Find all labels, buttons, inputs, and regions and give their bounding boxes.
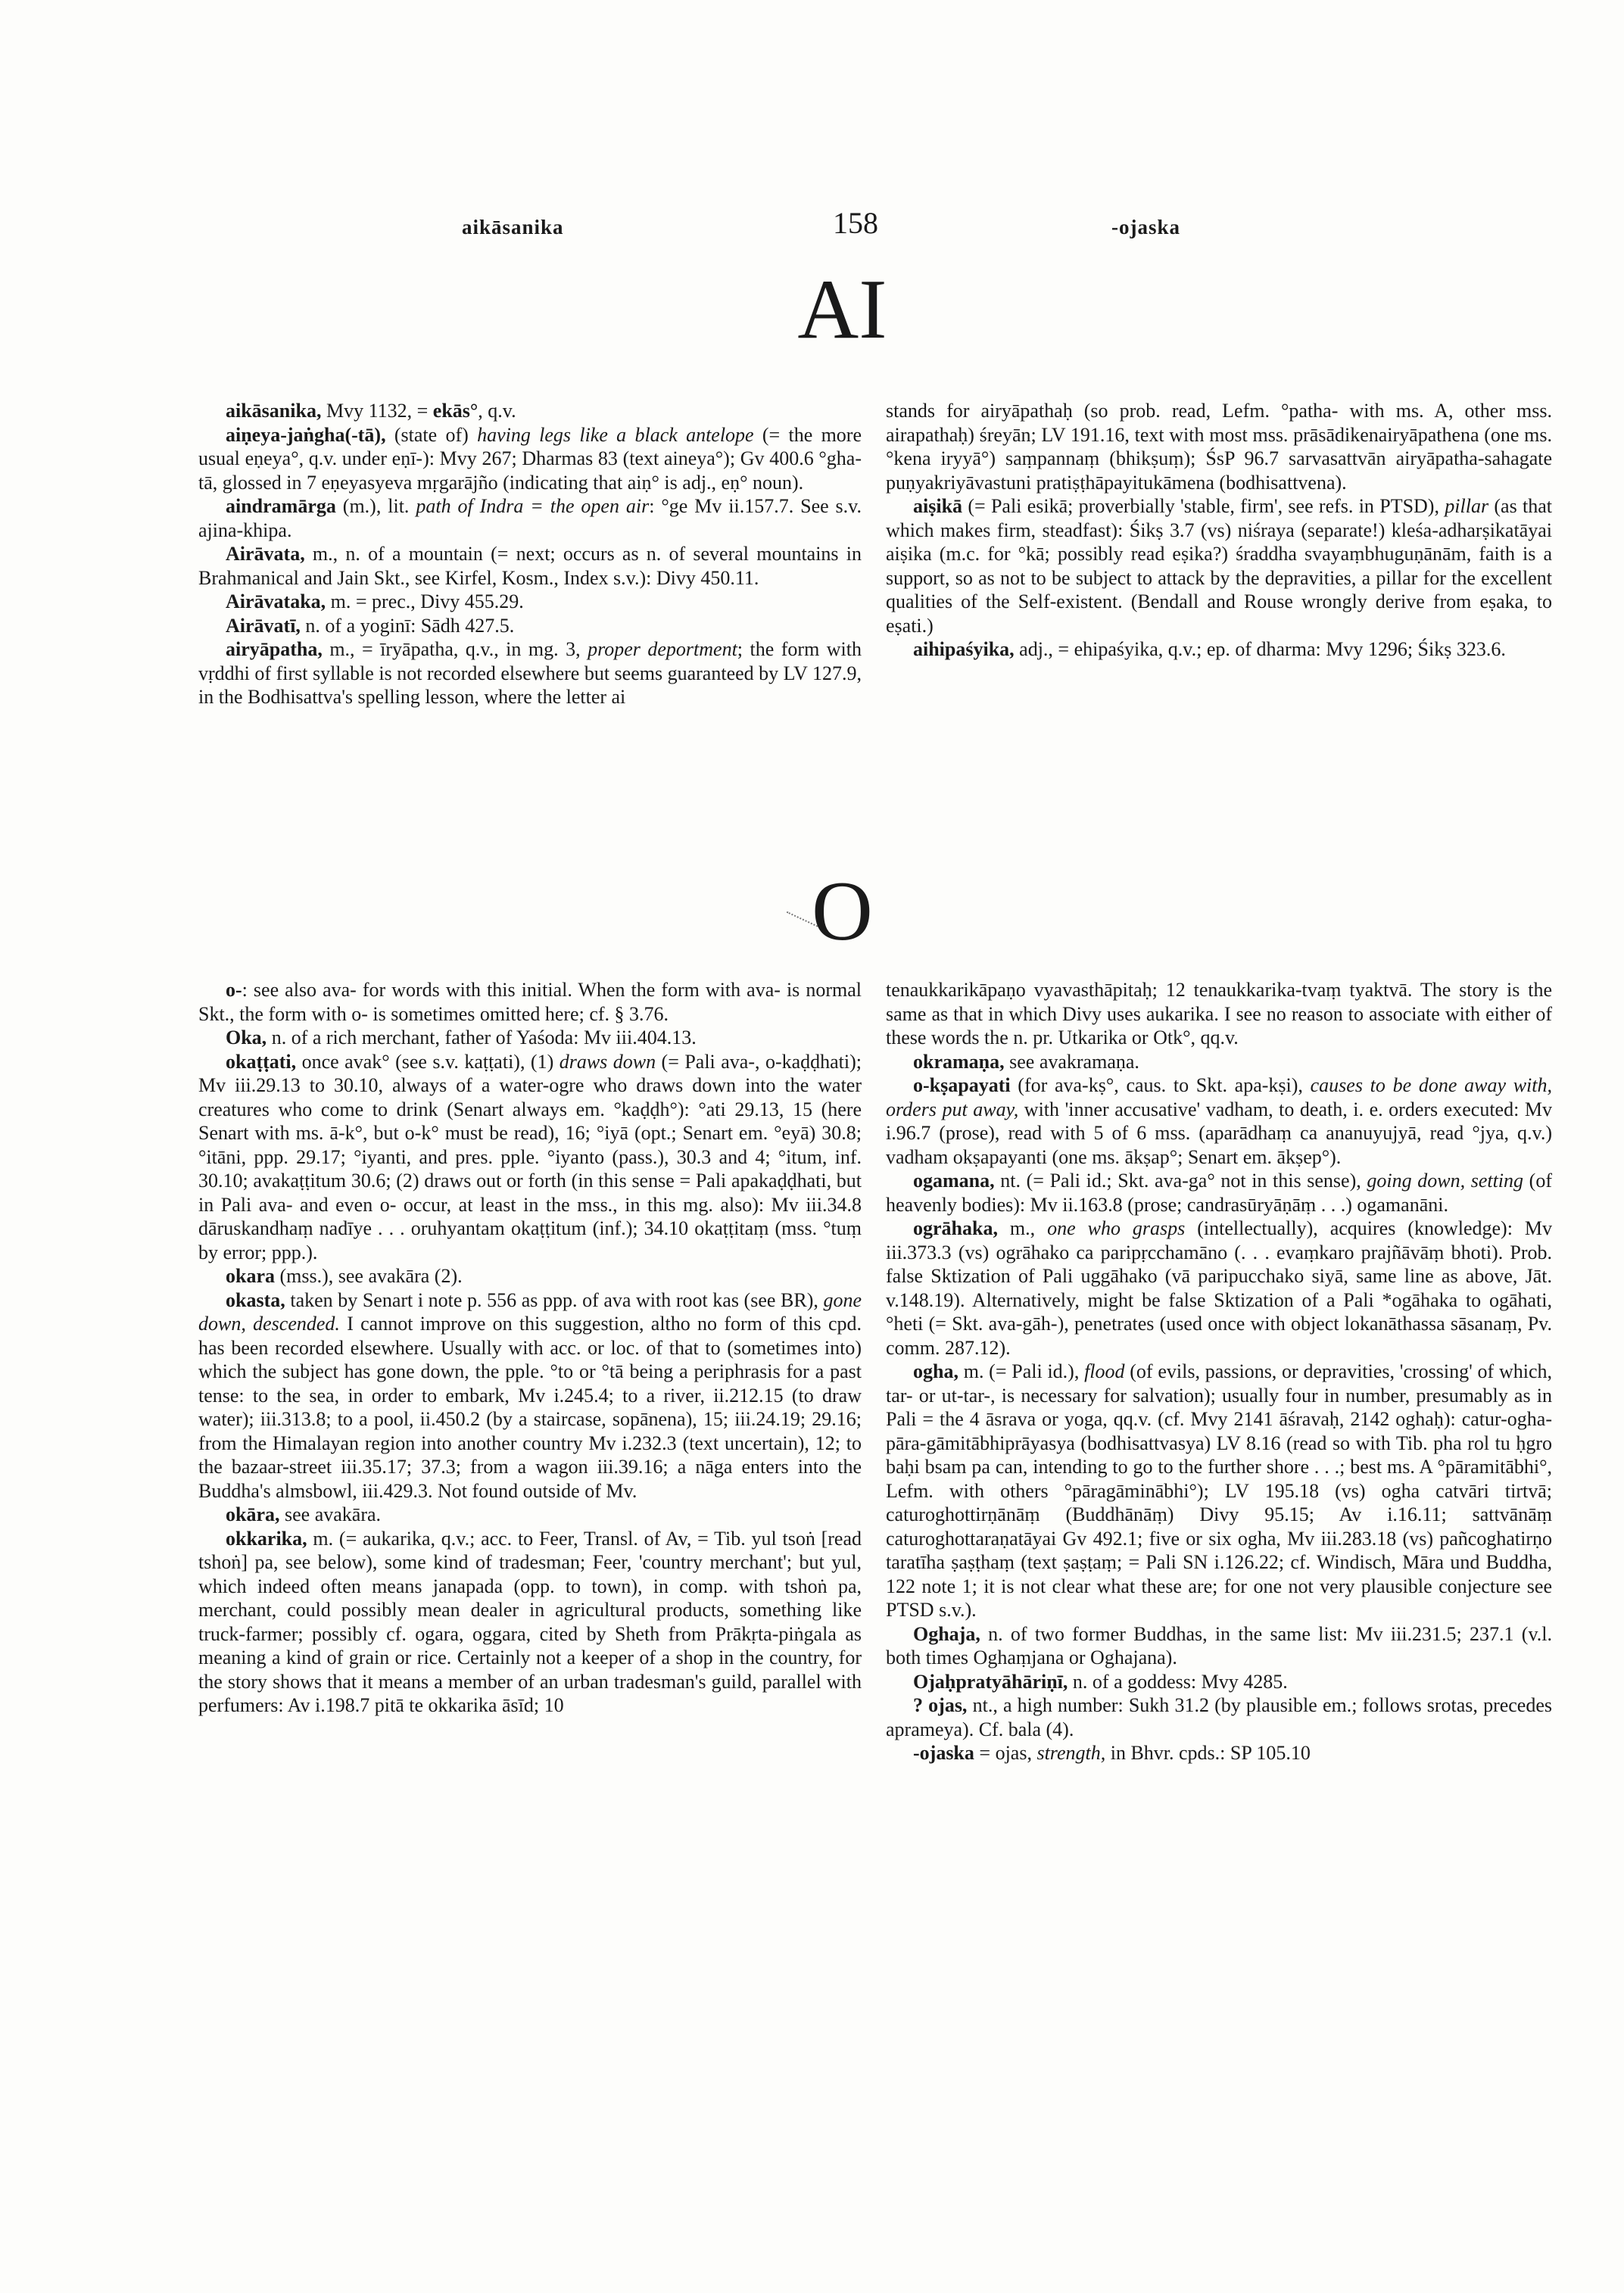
entry-text: once avak° (see s.v. kaṭṭati), (1)	[296, 1050, 560, 1073]
dictionary-entry	[198, 590, 862, 614]
entry-text: : °ge Mv ii.157.7. See s.v. ajina-khipa.	[198, 495, 862, 541]
entry-text: see avakramaṇa.	[1004, 1050, 1139, 1073]
entry-crossref: ekās°	[432, 400, 478, 422]
dictionary-entry	[198, 1026, 862, 1050]
dictionary-entry	[198, 978, 862, 1026]
entry-headword: okkarika,	[226, 1527, 307, 1550]
entry-headword: Airāvatī,	[226, 614, 301, 637]
entry-text: m. = prec., Divy 455.29.	[326, 590, 524, 612]
entry-headword: Oghaja,	[913, 1622, 980, 1645]
entry-text: I cannot improve on this suggestion, altho no form of this cpd. has been recorded elsewhere. Usually with acc. or loc. of that to (sometimes into) which the subject has gone down, the pple. °to or °tā being a periphrasis for a past tense: to the sea, in order to embark, Mv i.245.4; to a river, ii.212.15 (to draw water); iii.313.8; to a pool, ii.450.2 (by a staircase, sopānena), 15; iii.24.19; 29.16; from the Himalayan region into another country Mv i.232.3 (text uncertain), 12; to the bazaar-street iii.35.17; 37.3; from a wagon iii.39.16; a nāga enters into the Buddha's almsbowl, iii.429.3. Not found outside of Mv.	[198, 1313, 862, 1502]
entry-headword: o-kṣapayati	[913, 1074, 1011, 1096]
entry-text: see avakāra.	[279, 1503, 382, 1525]
dictionary-entry	[886, 494, 1552, 637]
entry-gloss: proper deportment	[588, 638, 737, 660]
entry-text: (= Pali ava-, o-kaḍḍhati); Mv iii.29.13 to 30.10, always of a water-ogre who draws down into the water creatures who come to drink (Senart always em. °kaḍḍh°): °ati 29.13, 15 (here Senart with ms. ā-k°, but o-k° must be read), 16; °iyā (opt.; Senart em. °eyā) 30.8; °itāni, ppp. 29.17; °iyanti, and pres. pple. °iyanto (pass.), 30.3 and 4; °itum, inf. 30.10; avakaṭṭitum 30.6; (2) draws out or forth (in this sense = Pali apakaḍḍhati, but in Pali ava- and even o- occur, at least in the mss., in this mg. also): Mv iii.34.8 dāruskandhaṃ nadīye . . . oruhyantam okaṭṭitum (inf.); 34.10 okaṭṭitaṃ (mss. °tuṃ by error; ppp.).	[198, 1050, 862, 1263]
entry-headword: airyāpatha,	[226, 638, 323, 660]
entry-text: (= Pali esikā; proverbially 'stable, firm', see refs. in PTSD),	[962, 495, 1445, 517]
entry-gloss: having legs like a black antelope	[477, 423, 754, 446]
entry-text: , q.v.	[478, 400, 516, 422]
column-o-right	[886, 978, 1552, 1765]
entry-headword: Oka,	[226, 1027, 267, 1048]
entry-gloss: one who grasps	[1047, 1217, 1186, 1239]
entry-headword: okara	[226, 1265, 275, 1287]
entry-headword: Airāvata,	[226, 543, 305, 565]
column-ai-left	[198, 399, 862, 709]
entry-gloss: draws down	[559, 1050, 656, 1073]
entry-text: m., n. of a mountain (= next; occurs as n. of several mountains in Brahmanical and Jain Skt., see Kirfel, Kosm., Index s.v.): Divy 450.11.	[198, 543, 862, 589]
dictionary-entry	[886, 1360, 1552, 1622]
dictionary-entry	[886, 637, 1552, 662]
entry-headword: okasta,	[226, 1288, 285, 1311]
entry-gloss: pillar	[1445, 495, 1489, 517]
entry-text: = ojas,	[974, 1742, 1037, 1764]
dictionary-entry	[198, 1503, 862, 1527]
entry-text: n. of a goddess: Mvy 4285.	[1068, 1670, 1288, 1693]
entry-text: (= the more usual eṇeya°, q.v. under eṇī-): Mvy 267; Dharmas 83 (text aineya°); Gv 400.6 °gha-tā, glossed in 7 eṇeyasyeva mṛgarājño (indicating that aiṇ° is adj., eṇ° noun).	[198, 423, 862, 494]
entry-headword: Ojaḥpratyāhāriṇī,	[913, 1670, 1068, 1693]
entry-headword: ogamana,	[913, 1170, 995, 1192]
entry-text: (m.), lit.	[335, 495, 416, 517]
entry-headword: aindramārga	[226, 495, 336, 517]
entry-gloss: gone down, descended.	[198, 1288, 862, 1335]
dictionary-entry	[886, 1693, 1552, 1741]
entry-text: m.,	[997, 1217, 1048, 1239]
dictionary-entry	[198, 494, 862, 542]
entry-headword: ? ojas,	[913, 1694, 968, 1716]
entry-text: ; the form with vṛddhi of first syllable is not recorded elsewhere but seems guaranteed by LV 127.9, in the Bodhisattva's spelling lesson, where the letter ai	[198, 638, 862, 708]
dictionary-entry	[886, 399, 1552, 494]
entry-text: with 'inner accusative' vadham, to death, i. e. orders executed: Mv i.96.7 (prose), read with 5 of 6 mss. (aparādhaṃ ca ananuyujyā, read °jya, q.v.) vadham okṣapayanti (one ms. ākṣap°; Senart em. ākṣep°).	[886, 1098, 1552, 1168]
dictionary-entry	[198, 542, 862, 590]
entry-text: n. of two former Buddhas, in the same list: Mv iii.231.5; 237.1 (v.l. both times Oghaṃjana or Oghajana).	[886, 1622, 1552, 1668]
entry-headword: okaṭṭati,	[226, 1050, 297, 1073]
entry-text: (of heavenly bodies): Mv ii.163.8 (prose; candrasūryāṇāṃ . . .) ogamanāni.	[886, 1170, 1552, 1216]
entry-headword: aiṣikā	[913, 495, 963, 517]
entry-headword: -ojaska	[913, 1742, 974, 1764]
dictionary-entry	[886, 1622, 1552, 1670]
entry-text: nt., a high number: Sukh 31.2 (by plausible em.; follows srotas, precedes aprameya). Cf. bala (4).	[886, 1694, 1553, 1740]
entry-text: (for ava-kṣ°, caus. to Skt. apa-kṣi),	[1010, 1074, 1311, 1096]
entry-text: taken by Senart i note p. 556 as ppp. of ava with root kas (see BR),	[285, 1288, 824, 1311]
entry-text: (intellectually), acquires (knowledge): Mv iii.373.3 (vs) ogrāhako ca paripṛcchamāno (. . . evaṃkaro prajñāvāṃ bhoti). Prob. false Sktization of Pali uggāhako (vā paripucchako siyā, same line as above, Jāt. v.148.19). Alternatively, might be false Sktization of a Pali *ogāhaka to ogāhati, °heti (= Skt. ava-gāh-), penetrates (used once with object lokanāthassa sāsanaṃ, Pv. comm. 287.12).	[886, 1217, 1552, 1359]
entry-text: m., = īryāpatha, q.v., in mg. 3,	[322, 638, 588, 660]
section-heading-o: O	[812, 865, 873, 958]
running-head-left: aikāsanika	[462, 216, 564, 238]
dictionary-entry	[198, 1264, 862, 1288]
entry-text: m. (= aukarika, q.v.; acc. to Feer, Transl. of Av, = Tib. yul tsoṅ [read tshoṅ] pa, see below), some kind of tradesman; Feer, 'country merchant'; but yul, which indeed often means janapada (opp. to town), in comp. with tshoṅ pa, merchant, could possibly mean dealer in agricultural products, something like truck-farmer; possibly cf. ogara, oggara, cited by Sheth from Prākṛta-piṅgala as meaning a kind of grain or rice. Certainly not a keeper of a shop in the country, for the story shows that it means a member of an urban tradesman's guild, parallel with perfumers: Av i.198.7 pitā te okkarika āsīd; 10	[198, 1527, 862, 1716]
dictionary-entry	[886, 978, 1552, 1050]
entry-gloss: strength,	[1036, 1742, 1106, 1764]
entry-headword: aikāsanika,	[226, 400, 322, 422]
dictionary-entry	[886, 1741, 1552, 1765]
dictionary-entry	[886, 1050, 1552, 1074]
entry-gloss: path of Indra = the open air	[416, 495, 650, 517]
entry-headword: aihipaśyika,	[913, 638, 1015, 660]
dictionary-entry	[886, 1169, 1552, 1217]
entry-headword: aiṇeya-jaṅgha(-tā),	[226, 423, 386, 446]
dictionary-entry	[198, 1288, 862, 1503]
entry-text: (as that which makes firm, steadfast): Śikṣ 3.7 (vs) niśraya (separate!) kleśa-adharṣikatāyai aiṣika (m.c. for °kā; possibly read eṣika?) śraddha svayaṃbhuguṇānām, faith is a support, so as not to be subject to attack by the depravities, a pillar for the excellent qualities of the Self-existent. (Bendall and Rouse wrongly derive from eṣaka, to eṣati.)	[886, 495, 1552, 637]
dictionary-entry	[198, 1050, 862, 1265]
entry-headword: okramaṇa,	[913, 1050, 1005, 1073]
entry-text: n. of a rich merchant, father of Yaśoda: Mv iii.404.13.	[267, 1027, 697, 1048]
entry-text: stands for airyāpathaḥ (so prob. read, Lefm. °patha- with ms. A, other mss. airapathaḥ) śreyān; LV 191.16, text with most mss. prāsādikenairyāpathena (one ms. °kena iryyā°) saṃpannaṃ (bhikṣuṃ); ŚsP 96.7 sarvasattvān airyāpatha-sahagate puṇyakriyāvastuni pratiṣṭhāpayitukāmena (bodhisattvena).	[886, 400, 1552, 494]
running-head	[0, 206, 1624, 254]
entry-text: (of evils, passions, or depravities, 'crossing' of which, tar- or ut-tar-, is necessary for salvation); usually four in number, presumably as in Pali = the 4 āsrava or yoga, qq.v. (cf. Mvy 2141 āśravaḥ, 2142 oghaḥ): catur-ogha-pāra-gāmitābhiprāyasya (bodhisattvasya) LV 8.16 (read so with Tib. pha rol tu ḥgro baḥi bsam pa can, intending to go to the further shore . . .; best ms. A °pāramitābhi°, Lefm. with others °pāragāminābhi°); LV 195.18 (vs) ogha catvāri tirtvā; caturoghottirṇānāṃ (Buddhānāṃ) Divy 95.15; Av i.16.11; sattvānāṃ caturoghottaraṇatāyai Gv 492.1; five or six ogha, Mv iii.283.18 (vs) pañcoghatirṇo taratīha ṣaṣṭhaṃ (text ṣaṣṭaṃ; = Pali SN i.126.22; cf. Windisch, Māra und Buddha, 122 note 1; it is not clear what these are; for one not very plausible conjecture see PTSD s.v.).	[886, 1360, 1552, 1621]
entry-headword: Airāvataka,	[226, 590, 326, 612]
entry-gloss: causes to be done away with, orders put away,	[886, 1074, 1552, 1120]
entry-gloss: flood	[1084, 1360, 1125, 1382]
section-heading-ai: AI	[797, 263, 887, 357]
dictionary-entry	[886, 1217, 1552, 1360]
entry-gloss: going down, setting	[1367, 1170, 1524, 1192]
entry-text: n. of a yoginī: Sādh 427.5.	[300, 614, 515, 637]
entry-headword: o-	[226, 979, 242, 1001]
entry-text: (state of)	[385, 423, 478, 446]
column-ai-right	[886, 399, 1552, 662]
entry-text: nt. (= Pali id.; Skt. ava-ga° not in this sense),	[994, 1170, 1367, 1192]
entry-headword: ogha,	[913, 1360, 959, 1382]
entry-text: adj., = ehipaśyika, q.v.; ep. of dharma: Mvy 1296; Śikṣ 323.6.	[1014, 638, 1506, 660]
page-number: 158	[833, 206, 878, 240]
dictionary-entry	[886, 1670, 1552, 1694]
dictionary-entry	[198, 637, 862, 709]
entry-text: m. (= Pali id.),	[958, 1360, 1085, 1382]
dictionary-entry	[198, 1527, 862, 1718]
entry-text: in Bhvr. cpds.: SP 105.10	[1105, 1742, 1311, 1764]
dictionary-entry	[198, 399, 862, 423]
entry-text: tenaukkarikāpaṇo vyavasthāpitaḥ; 12 tenaukkarika-tvaṃ tyaktvā. The story is the same as that in which Divy uses aukarika. I see no reason to associate with either of these words the n. pr. Utkarika or Otk°, qq.v.	[886, 979, 1552, 1048]
dictionary-entry	[198, 614, 862, 638]
entry-headword: ogrāhaka,	[913, 1217, 998, 1239]
running-head-right: -ojaska	[1111, 216, 1181, 238]
dictionary-entry	[198, 423, 862, 495]
entry-text: (mss.), see avakāra (2).	[275, 1265, 463, 1287]
entry-headword: okāra,	[226, 1503, 280, 1525]
column-o-left	[198, 978, 862, 1718]
entry-text: Mvy 1132, =	[321, 400, 433, 422]
dictionary-entry	[886, 1073, 1552, 1169]
entry-text: : see also ava- for words with this initial. When the form with ava- is normal Skt., the form with o- is sometimes omitted here; cf. § 3.76.	[198, 979, 862, 1025]
